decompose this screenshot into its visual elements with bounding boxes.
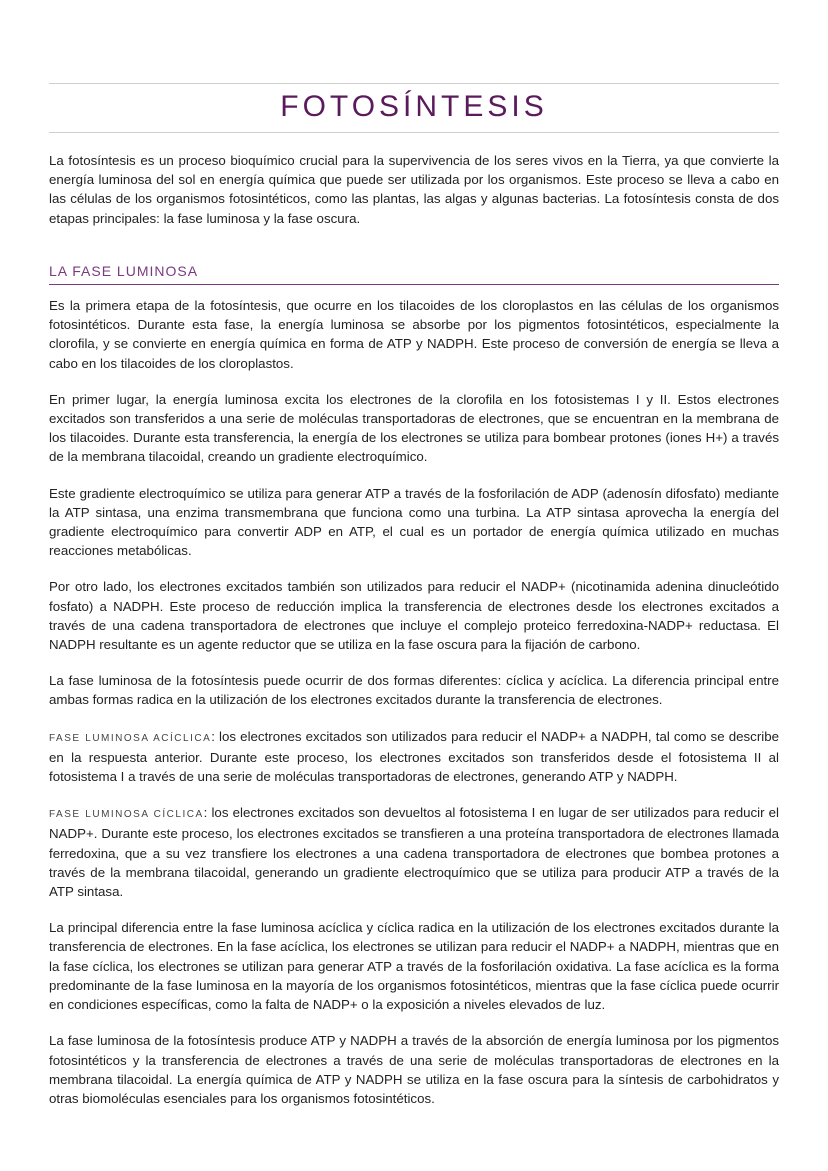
intro-paragraph: La fotosíntesis es un proceso bioquímico crucial para la supervivencia de los seres vivos en la Tierra, ya que convierte la energía luminosa del sol en energía química que puede ser utilizada por los organismos. Este proceso se lleva a cabo en las células de los organismos fotosintéticos, como las plantas, las algas y algunas bacterias. La fotosíntesis consta de dos etapas principales: la fase luminosa y la fase oscura.	[49, 153, 779, 226]
page-title: FOTOSÍNTESIS	[280, 90, 548, 123]
cyclic-label: FASE LUMINOSA CÍCLICA	[49, 809, 204, 821]
paragraph-8: La principal diferencia entre la fase luminosa acíclica y cíclica radica en la utilización de los electrones excitados durante la transferencia de electrones. En la fase acíclica, los electrones se utilizan para reducir el NADP+ a NADPH, mientras que en la fase cíclica, los electrones se utilizan para generar ATP a través de la fosforilación oxidativa. La fase acíclica es la forma predominante de la fase luminosa en la mayoría de los organismos fotosintéticos, mientras que la fase cíclica puede ocurrir en condiciones específicas, como la falta de NADP+ o la exposición a niveles elevados de luz.	[49, 920, 779, 1013]
paragraph-cyclic	[49, 803, 779, 901]
cyclic-text: : los electrones excitados son devueltos al fotosistema I en lugar de ser utilizados para reducir el NADP+. Durante este proceso, los electrones excitados se transfieren a una proteína transportadora de electrones llamada ferredoxina, que a su vez transfiere los electrones a una cadena transportadora de electrones que bombea protones a través de la membrana tilacoidal, generando un gradiente electroquímico que se utiliza para producir ATP a través de la ATP sintasa.	[49, 805, 779, 900]
section-heading-fase-luminosa	[49, 259, 779, 285]
title-bottom-rule	[49, 132, 779, 133]
intro-section	[49, 151, 779, 228]
paragraph-9: La fase luminosa de la fotosíntesis produce ATP y NADPH a través de la absorción de energía luminosa por los pigmentos fotosintéticos y la transferencia de electrones a través de una serie de moléculas transportadoras de electrones en la membrana tilacoidal. La energía química de ATP y NADPH se utiliza en la fase oscura para la síntesis de carbohidratos y otras biomoléculas esenciales para los organismos fotosintéticos.	[49, 1033, 779, 1106]
paragraph-2: En primer lugar, la energía luminosa excita los electrones de la clorofila en los fotosistemas I y II. Estos electrones excitados son transferidos a una serie de moléculas transportadoras de electrones, que se encuentran en la membrana de los tilacoides. Durante esta transferencia, la energía de los electrones se utiliza para bombear protones (iones H+) a través de la membrana tilacoidal, creando un gradiente electroquímico.	[49, 391, 779, 465]
paragraph-4: Por otro lado, los electrones excitados también son utilizados para reducir el NADP+ (nicotinamida adenina dinucleótido fosfato) a NADPH. Este proceso de reducción implica la transferencia de electrones desde los electrones excitados a través de una cadena transportadora de electrones que incluye el complejo proteico ferredoxina-NADP+ reductasa. El NADPH resultante es un agente reductor que se utiliza en la fase oscura para la fijación de carbono.	[49, 579, 779, 653]
section-body	[49, 296, 779, 1125]
paragraph-3: Este gradiente electroquímico se utiliza para generar ATP a través de la fosforilación de ADP (adenosín difosfato) mediante la ATP sintasa, una enzima transmembrana que funciona como una turbina. La ATP sintasa aprovecha la energía del gradiente electroquímico para convertir ADP en ATP, el cual es un portador de energía química utilizado en muchas reacciones metabólicas.	[49, 485, 779, 559]
paragraph-5: La fase luminosa de la fotosíntesis puede ocurrir de dos formas diferentes: cíclica y acíclica. La diferencia principal entre ambas formas radica en la utilización de los electrones excitados durante la transferencia de electrones.	[49, 673, 779, 708]
title-top-rule	[49, 83, 779, 84]
acyclic-label: FASE LUMINOSA ACÍCLICA	[49, 732, 212, 744]
section-heading-text: LA FASE LUMINOSA	[49, 263, 199, 279]
paragraph-1: Es la primera etapa de la fotosíntesis, que ocurre en los tilacoides de los cloroplastos en las células de los organismos fotosintéticos. Durante esta fase, la energía luminosa se absorbe por los pigmentos fotosintéticos, especialmente la clorofila, y se convierte en energía química en forma de ATP y NADPH. Este proceso de conversión de energía se lleva a cabo en los tilacoides de los cloroplastos.	[49, 298, 779, 371]
acyclic-text: : los electrones excitados son utilizados para reducir el NADP+ a NADPH, tal como se describe en la respuesta anterior. Durante este proceso, los electrones excitados son transferidos desde el fotosistema II al fotosistema I a través de una serie de moléculas transportadoras de electrones, generando ATP y NADPH.	[49, 728, 779, 785]
paragraph-acyclic	[49, 727, 779, 787]
